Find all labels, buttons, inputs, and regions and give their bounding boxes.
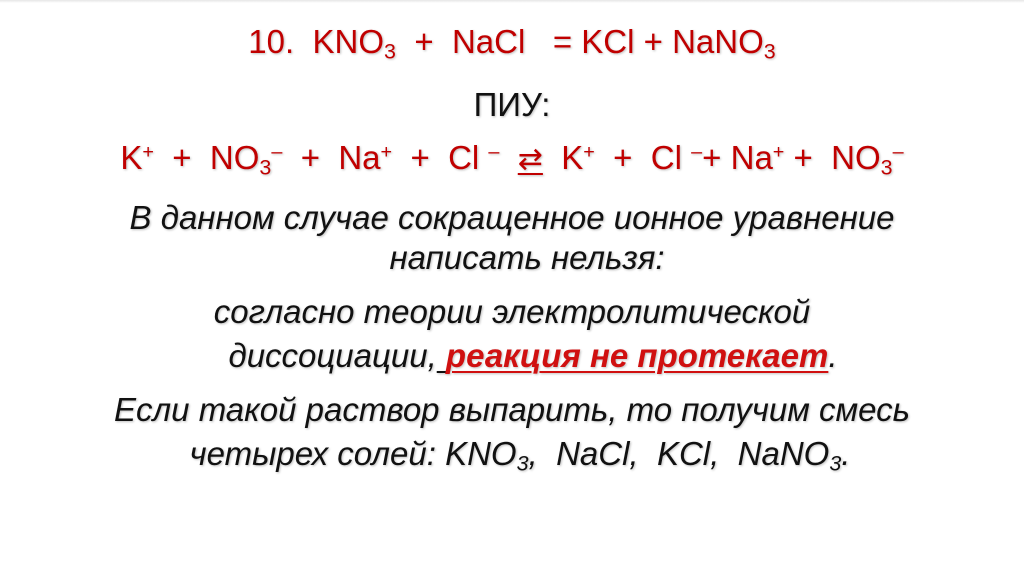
top-shadow bbox=[0, 0, 1024, 3]
text-line-1: В данном случае сокращенное ионное уравнение bbox=[129, 199, 895, 236]
underline-gap bbox=[437, 337, 446, 374]
salt-nano3: NaNO$_3$ bbox=[737, 435, 842, 476]
plus-sign: + bbox=[643, 23, 663, 60]
text-line-6: четырех солей: $KNO_3$, NaCl, KCl, NaNO$_3$. bbox=[189, 435, 851, 476]
text-dissociation: диссоциации, bbox=[228, 337, 437, 374]
plus-sign: + bbox=[793, 139, 813, 176]
reactant-kno3: $KNO_3$ bbox=[312, 23, 396, 64]
ion-no3: $NO_3^-$ bbox=[831, 139, 904, 180]
ion-no3: $NO_3^-$ bbox=[209, 139, 283, 180]
salt-kno3: $KNO_3$ bbox=[445, 435, 529, 476]
period: . bbox=[828, 337, 838, 374]
text-four-salts: четырех солей: bbox=[189, 435, 436, 472]
ionic-equation bbox=[0, 138, 1024, 180]
plus-sign: + bbox=[172, 139, 192, 176]
equals-sign: = bbox=[552, 23, 573, 60]
ion-na: Na+ bbox=[338, 139, 393, 176]
equilibrium-arrow-icon: ⇄ bbox=[517, 142, 543, 177]
salt-kcl: KCl bbox=[656, 435, 711, 472]
reactant-nacl: NaCl bbox=[451, 23, 526, 60]
equation-number: 10. bbox=[248, 23, 295, 60]
plus-sign: + bbox=[613, 139, 633, 176]
plus-sign: + bbox=[300, 139, 320, 176]
text-line-4 bbox=[0, 336, 1024, 376]
reaction-not-proceeding: реакция не протекает bbox=[445, 337, 829, 374]
molecular-equation bbox=[0, 22, 1024, 62]
plus-sign: + bbox=[410, 139, 430, 176]
plus-sign: + bbox=[702, 139, 722, 176]
plus-sign: + bbox=[414, 23, 434, 60]
ion-cl: Cl – bbox=[650, 139, 703, 176]
ion-k: K+ bbox=[561, 139, 595, 176]
text-line-5: Если такой раствор выпарить, то получим смесь bbox=[114, 391, 910, 428]
salt-nacl: NaCl bbox=[556, 435, 630, 472]
ion-k: K+ bbox=[120, 139, 154, 176]
product-nano3: NaNO$_3$ bbox=[672, 23, 776, 64]
ion-cl: Cl – bbox=[448, 139, 500, 176]
piu-label: ПИУ: bbox=[473, 86, 551, 123]
text-line-2: написать нельзя: bbox=[389, 239, 665, 276]
text-line-3: согласно теории электролитической bbox=[213, 293, 811, 330]
product-kcl: KCl bbox=[581, 23, 635, 60]
ion-na: Na+ bbox=[730, 139, 785, 176]
